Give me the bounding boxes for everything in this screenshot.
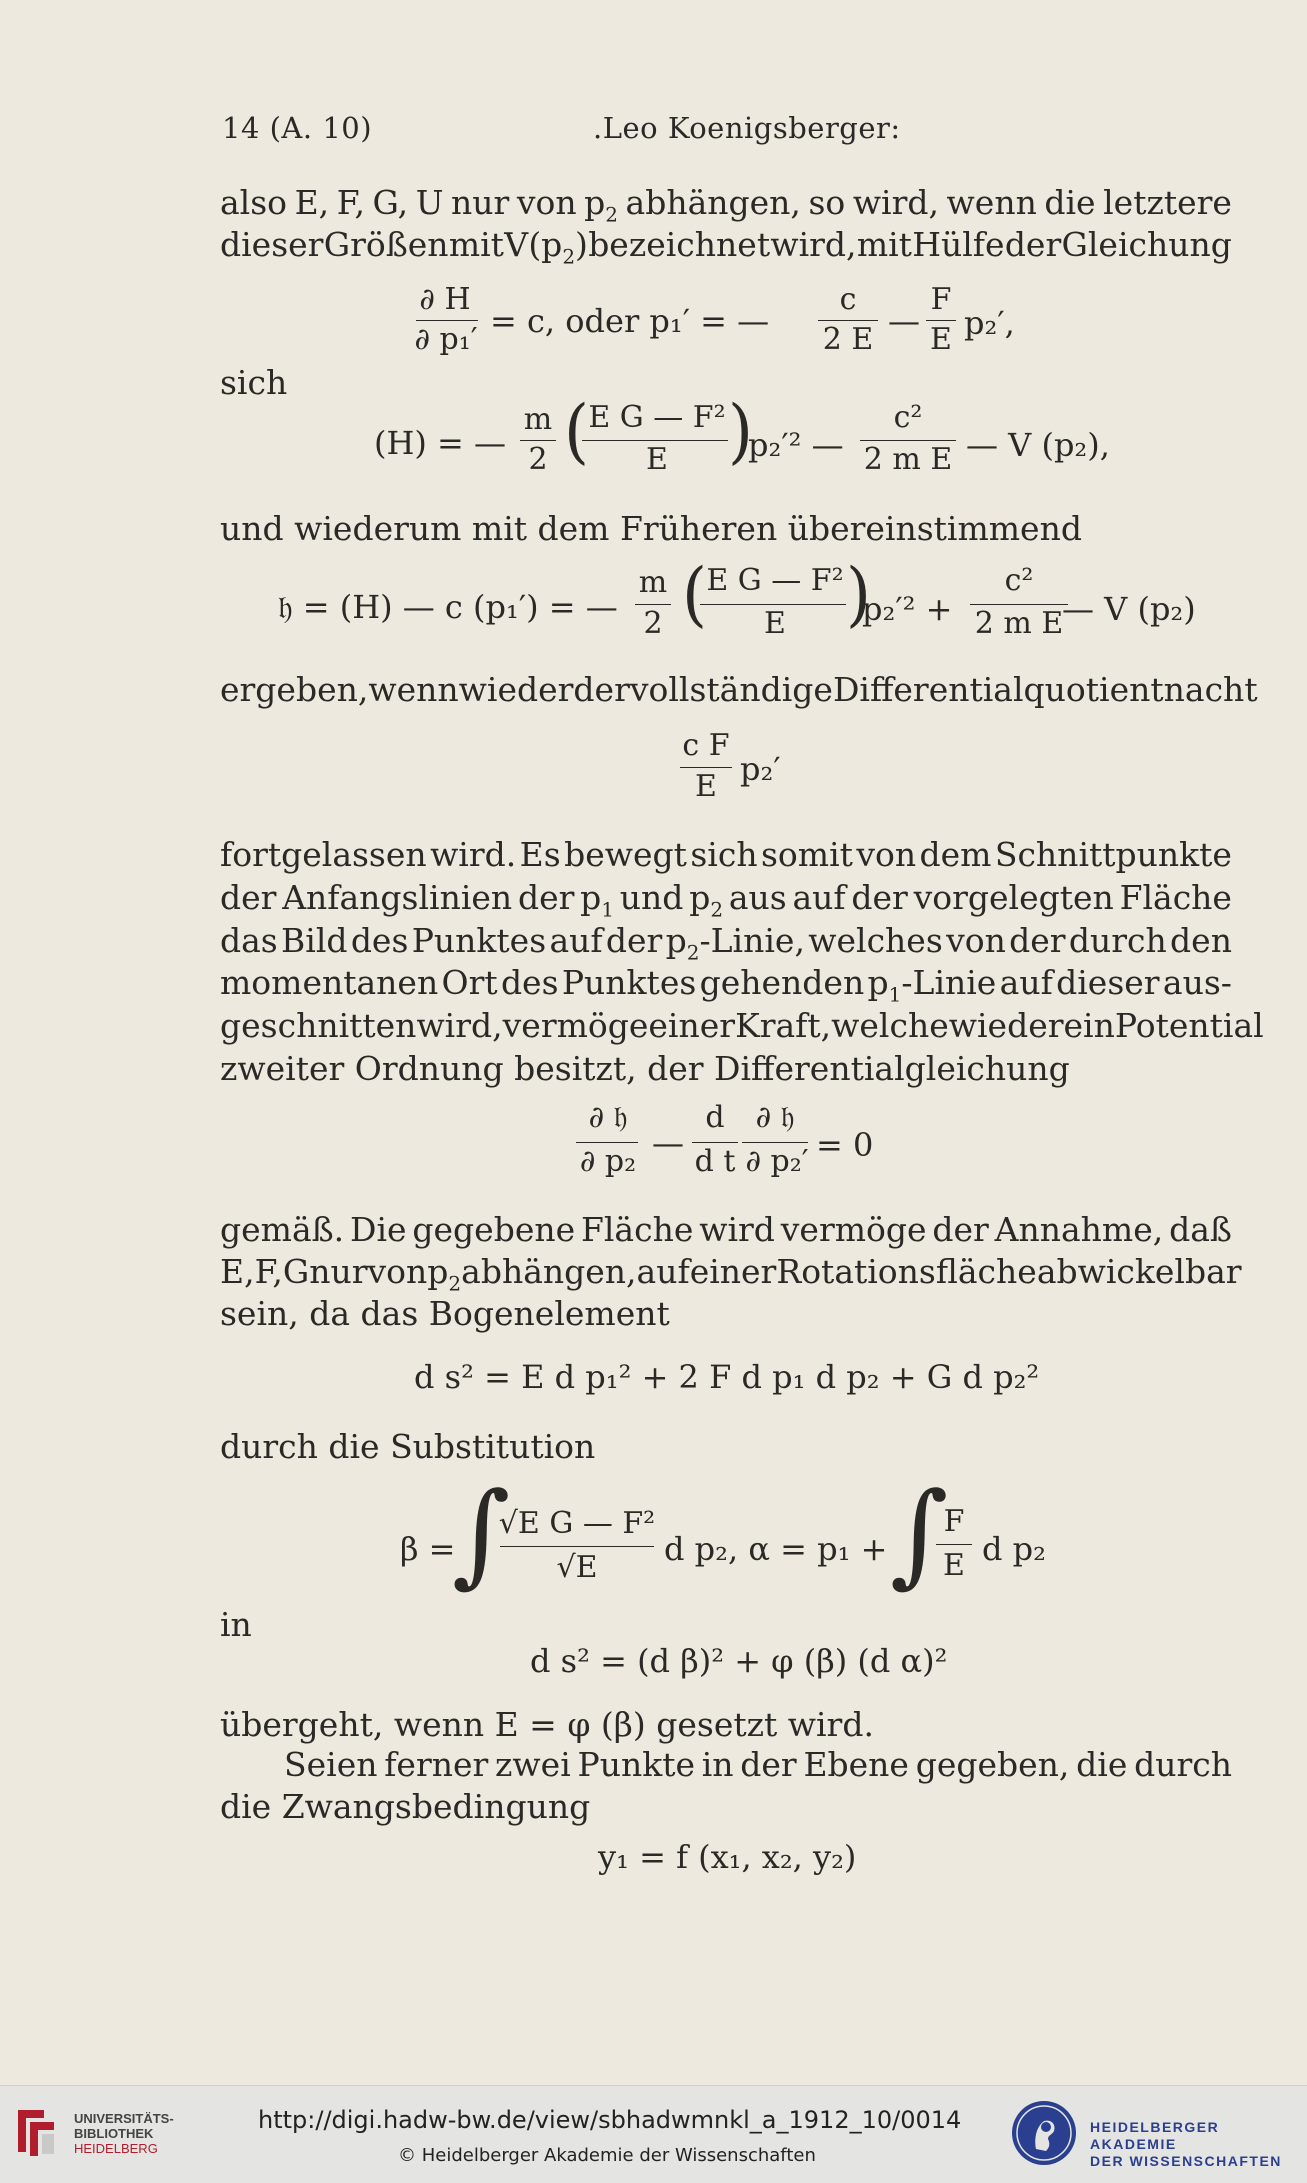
word: momentanen (220, 963, 439, 1002)
word: Größen (323, 225, 449, 264)
text-line: zweiter Ordnung besitzt, der Differentialgleichung (220, 1049, 1070, 1088)
word: Punktes (411, 921, 547, 960)
word: V (504, 225, 529, 264)
word: E, (220, 1252, 255, 1291)
text-line: sich (220, 363, 288, 402)
fraction-bar (416, 320, 478, 321)
fraction-numerator: m (523, 402, 553, 437)
word: t (1244, 670, 1258, 709)
fraction-denominator: √E (556, 1550, 598, 1585)
word: auf (792, 878, 846, 917)
equation-text: = 0 (816, 1126, 874, 1164)
integral-sign: ∫ (890, 1469, 949, 1599)
fraction-denominator: 2 m E (863, 442, 953, 477)
word: Anfangslinien (282, 878, 513, 917)
word: nur (451, 183, 510, 222)
word: ergeben, (220, 670, 369, 709)
word: Schnittpunkte (994, 835, 1232, 874)
fraction-numerator: ∂ 𝔥 (588, 1100, 628, 1135)
text-line (220, 1209, 1232, 1251)
word: wieder (948, 1006, 1064, 1045)
academy-line: DER WISSENSCHAFTEN (1090, 2153, 1282, 2169)
word: $p_1$-Linie (867, 963, 997, 1007)
word: $p_2$ (584, 183, 619, 227)
fraction-bar (582, 440, 728, 441)
fraction-bar (926, 320, 956, 321)
text-line: in (220, 1605, 252, 1644)
university-library-name (74, 2111, 174, 2156)
left-paren: ( (564, 391, 589, 473)
word: der (605, 921, 663, 960)
word: bezeichnet (588, 225, 771, 264)
word: Rotationsfläche (776, 1252, 1037, 1291)
word: U (415, 183, 444, 222)
word: Differentialquotient (832, 670, 1164, 709)
running-head-author: .Leo Koenigsberger: (593, 111, 901, 145)
word: die (1044, 183, 1096, 222)
equation-text: = c, oder p₁′ = — (490, 302, 770, 340)
equation-text: p₂′² — (748, 426, 844, 464)
word: F, (336, 183, 365, 222)
word: $(p_2)$ (528, 225, 588, 269)
ub-line: BIBLIOTHEK (74, 2126, 154, 2141)
equation-8: d s² = (d β)² + φ (β) (d α)² (530, 1642, 948, 1680)
word: somit (760, 835, 853, 874)
word: von (856, 835, 917, 874)
fraction-denominator: ∂ p₂ (579, 1144, 637, 1179)
equation-text: (H) = — (374, 424, 507, 462)
word: von (946, 921, 1006, 960)
text-line (220, 834, 1232, 876)
word: $p_2$ (427, 1252, 462, 1296)
word: Fläche (1119, 878, 1232, 917)
word: des (350, 921, 409, 960)
word: ferner (384, 1745, 489, 1784)
equation-text: — V (p₂) (1062, 590, 1196, 628)
word: auf (636, 1252, 690, 1291)
fraction-denominator: 2 (643, 606, 663, 641)
fraction-bar (818, 320, 878, 321)
fraction-numerator: m (638, 565, 668, 600)
page-reference: 14 (A. 10) (222, 111, 373, 145)
word: durch (1134, 1745, 1232, 1784)
fraction-bar (635, 604, 671, 605)
fraction-bar (576, 1142, 638, 1143)
word: auf (549, 921, 603, 960)
word: G (282, 1252, 310, 1291)
fraction-denominator: 2 E (822, 322, 874, 357)
word: Hülfe (912, 225, 1005, 264)
word: der (1004, 225, 1062, 264)
word: Punkte (577, 1745, 695, 1784)
word: welches (808, 921, 943, 960)
word: Potential (1114, 1006, 1264, 1045)
fraction-numerator: c² (1004, 563, 1034, 598)
fraction-numerator: c (839, 282, 857, 317)
word: von (367, 1252, 428, 1291)
word: der (740, 1745, 797, 1784)
fraction-denominator: 2 m E (974, 606, 1064, 641)
fraction-numerator: F (930, 282, 952, 317)
word: E, (294, 183, 330, 222)
word: wird, (852, 183, 940, 222)
word: aus- (1162, 963, 1232, 1002)
word: wird, (416, 1006, 503, 1045)
word: abwickelbar (1036, 1252, 1242, 1291)
word: daß (1169, 1210, 1232, 1249)
fraction-bar (742, 1142, 808, 1143)
fraction-denominator: E (646, 442, 668, 477)
word: auf (999, 963, 1053, 1002)
text-line: übergeht, wenn E = φ (β) gesetzt wird. (220, 1705, 874, 1744)
right-paren: ) (846, 554, 871, 636)
text-line: und wiederum mit dem Früheren übereinstimmend (220, 509, 1082, 548)
word: Annahme, (994, 1210, 1164, 1249)
equation-text: β = (400, 1530, 456, 1568)
word: die (1076, 1745, 1128, 1784)
word: den (1170, 921, 1232, 960)
source-url-link[interactable]: http://digi.hadw-bw.de/view/sbhadwmnkl_a_1912_10/0014 (258, 2106, 962, 2134)
footer-bar (0, 2085, 1307, 2183)
fraction-denominator: E (930, 322, 952, 357)
word: fortgelassen (220, 835, 427, 874)
word: Ort (441, 963, 498, 1002)
equation-text: d p₂ (982, 1530, 1046, 1568)
fraction-bar (936, 1544, 972, 1545)
copyright-notice: © Heidelberger Akademie der Wissenschaften (398, 2145, 816, 2166)
word: vermöge (502, 1006, 649, 1045)
word: zwei (495, 1745, 571, 1784)
integral-sign: ∫ (452, 1469, 511, 1599)
fraction-numerator: √E G — F² (498, 1506, 656, 1541)
fraction-numerator: c F (682, 728, 730, 763)
word: geschnitten (220, 1006, 417, 1045)
fraction-denominator: ∂ p₁′ (414, 322, 478, 357)
equation-text: — (888, 302, 920, 340)
word: sich (690, 835, 758, 874)
word: so (808, 183, 846, 222)
word: Punktes (561, 963, 697, 1002)
word: abhängen, (461, 1252, 637, 1291)
fraction-denominator: E (695, 769, 717, 804)
word: Seien (284, 1745, 378, 1784)
fraction-denominator: ∂ p₂′ (745, 1144, 809, 1179)
equation-text: — (652, 1124, 684, 1162)
word: Bild (281, 921, 348, 960)
word: $p_2$ (689, 878, 724, 922)
fraction-numerator: E G — F² (706, 563, 844, 598)
fraction-denominator: E (764, 606, 786, 641)
equation-text: d p₂, α = p₁ + (664, 1530, 888, 1568)
word: der (932, 1210, 989, 1249)
fraction-numerator: ∂ H (419, 282, 471, 317)
text-line: sein, da das Bogenelement (220, 1294, 670, 1333)
fraction-numerator: d (705, 1100, 725, 1135)
word: Gleichung (1061, 225, 1232, 264)
word: der (220, 878, 277, 917)
word: einer (689, 1252, 777, 1291)
word: aus (728, 878, 787, 917)
equation-9: y₁ = f (x₁, x₂, y₂) (598, 1838, 857, 1876)
right-paren: ) (728, 391, 753, 473)
equation-text: 𝔥 = (H) — c (p₁′) = — (278, 588, 618, 626)
word: abhängen, (625, 183, 801, 222)
word: bewegt (564, 835, 687, 874)
word: mit (448, 225, 504, 264)
word: wenn (946, 183, 1037, 222)
word: des (500, 963, 559, 1002)
word: der (851, 878, 908, 917)
word: vollständige (629, 670, 833, 709)
word: nach (1163, 670, 1245, 709)
word: dieser (220, 225, 324, 264)
text-line (220, 669, 1258, 711)
fraction-bar (860, 440, 956, 441)
fraction-bar (520, 440, 556, 441)
word: in (701, 1745, 734, 1784)
fraction-denominator: d t (694, 1144, 736, 1179)
word: gemäß. (220, 1210, 345, 1249)
text-line: die Zwangsbedingung (220, 1787, 591, 1826)
word: ein (1063, 1006, 1115, 1045)
word: der (1009, 921, 1066, 960)
word: gegebene (412, 1210, 576, 1249)
word: wieder (458, 670, 574, 709)
word: G, (372, 183, 409, 222)
word: welche (831, 1006, 949, 1045)
fraction-bar (700, 604, 846, 605)
fraction-bar (680, 767, 732, 768)
equation-text: p₂′, (964, 304, 1015, 342)
word: das (220, 921, 278, 960)
academy-line: HEIDELBERGER AKADEMIE (1090, 2119, 1220, 2152)
word: gehenden (699, 963, 865, 1002)
word: Kraft, (735, 1006, 832, 1045)
equation-text: p₂′² + (862, 590, 953, 628)
word: und (619, 878, 684, 917)
word: von (516, 183, 577, 222)
fraction-numerator: ∂ 𝔥 (755, 1100, 795, 1135)
text-line (220, 1005, 1264, 1047)
word: der (573, 670, 630, 709)
equation-text: — V (p₂), (966, 426, 1110, 464)
word: Fläche (580, 1210, 694, 1249)
word: durch (1068, 921, 1167, 960)
word: dieser (1056, 963, 1160, 1002)
fraction-denominator: E (943, 1548, 965, 1583)
word: Ebene (803, 1745, 909, 1784)
word: letztere (1103, 183, 1232, 222)
word: vorgelegten (913, 878, 1114, 917)
word: $p_2$-Linie, (665, 921, 805, 965)
fraction-numerator: c² (893, 400, 923, 435)
word: $p_1$ (580, 878, 615, 922)
fraction-denominator: 2 (528, 442, 548, 477)
word: einer (648, 1006, 736, 1045)
fraction-numerator: F (943, 1504, 965, 1539)
text-line (220, 224, 1232, 278)
fraction-bar (500, 1546, 654, 1547)
word: wenn (368, 670, 459, 709)
word: nur (309, 1252, 368, 1291)
word: mit (856, 225, 912, 264)
word: vermöge (780, 1210, 927, 1249)
word: wird. (430, 835, 517, 874)
word: Es (519, 835, 561, 874)
left-paren: ( (682, 554, 707, 636)
word: Die (350, 1210, 407, 1249)
university-library-logo-icon[interactable] (14, 2104, 58, 2160)
word: also (220, 183, 288, 222)
academy-seal-icon[interactable] (1010, 2099, 1078, 2167)
fraction-bar (970, 604, 1068, 605)
word: dem (919, 835, 992, 874)
equation-text: p₂′ (740, 750, 781, 788)
ub-line: HEIDELBERG (74, 2141, 158, 2156)
word: F, (254, 1252, 283, 1291)
fraction-numerator: E G — F² (588, 400, 726, 435)
word: wird, (770, 225, 857, 264)
word: wird (699, 1210, 775, 1249)
text-line: durch die Substitution (220, 1427, 596, 1466)
academy-name (1090, 2119, 1307, 2170)
equation-6: d s² = E d p₁² + 2 F d p₁ d p₂ + G d p₂² (414, 1358, 1040, 1396)
fraction-bar (692, 1142, 738, 1143)
text-line (284, 1744, 1232, 1786)
ub-line: UNIVERSITÄTS- (74, 2111, 174, 2126)
word: der (517, 878, 575, 917)
word: gegeben, (915, 1745, 1070, 1784)
